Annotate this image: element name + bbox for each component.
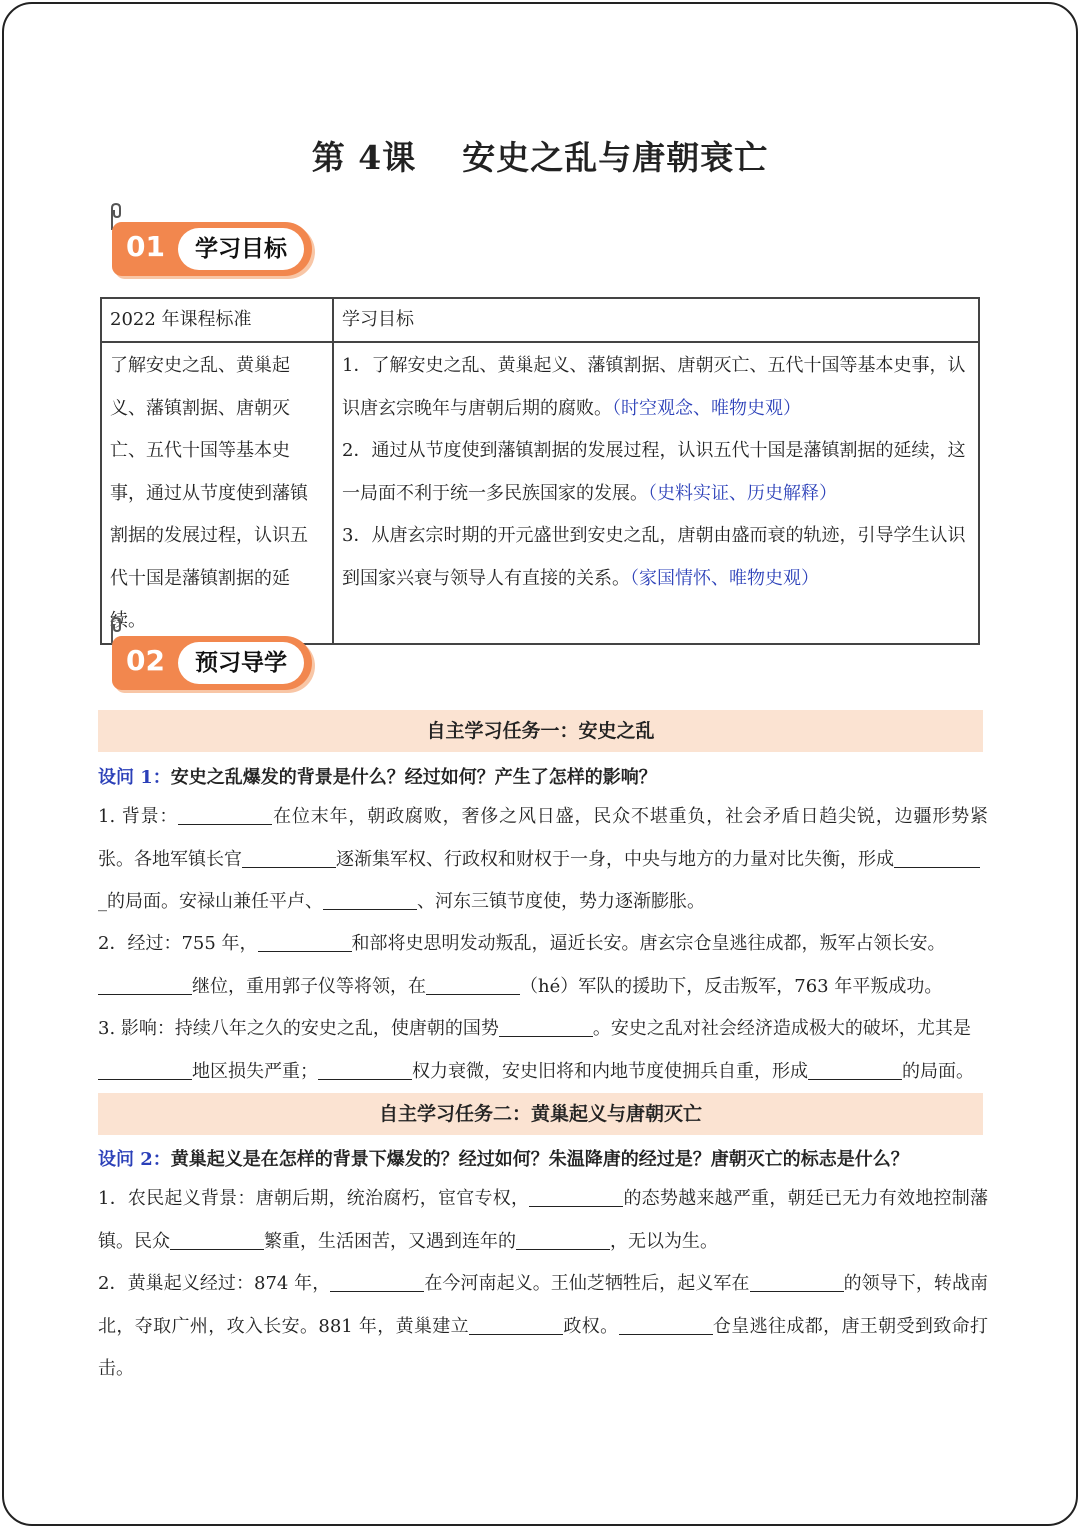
header-standard: 2022 年课程标准 [101,298,333,342]
fill-blank[interactable] [426,974,520,995]
fill-blank[interactable] [894,847,980,868]
fill-blank[interactable] [808,1059,902,1080]
task-1-paragraph-1: 1. 背景： 在位末年，朝政腐败，奢侈之风日盛，民众不堪重负，社会矛盾日趋尖锐，边疆形势紧张。各地军镇长官 逐渐集军权、行政权和财权于一身，中央与地方的力量对比失衡，形成 _的局面。安禄山兼任平卢、 、河东三镇节度使，势力逐渐膨胀。 [98,806,988,912]
fill-blank[interactable] [242,847,336,868]
header-goals: 学习目标 [333,298,979,342]
table-header-row [101,298,979,342]
section-label: 预习导学 [178,642,304,684]
task-2-paragraph-2: 2．黄巢起义经过：874 年， 在今河南起义。王仙芝牺牲后，起义军在 的领导下，转战南北，夺取广州，攻入长安。881 年，黄巢建立 政权。 仓皇逃往成都，唐王朝受到致命打击。 [98,1273,989,1379]
goal-3: 3．从唐玄宗时期的开元盛世到安史之乱，唐朝由盛而衰的轨迹，引导学生认识到国家兴衰与领导人有直接的关系。 [342,525,966,589]
goals-table [100,297,980,645]
goals-text [333,342,979,644]
fill-blank[interactable] [750,1271,844,1292]
goal-1-tag: （时空观念、唯物史观） [612,397,801,419]
lesson-number: 第 4课 [311,138,417,177]
task-1-paragraph-2: 2．经过：755 年， 和部将史思明发动叛乱，逼近长安。唐玄宗仓皇逃往成都，叛军占领长安。 继位，重用郭子仪等将领，在 （hé）军队的援助下，反击叛军，763 年平叛成功。 [98,933,946,997]
section-label: 学习目标 [178,228,304,270]
task-1-bar: 自主学习任务一：安史之乱 [98,710,983,752]
fill-blank[interactable] [469,1314,563,1335]
fill-blank[interactable] [323,889,417,910]
fill-blank[interactable] [98,974,192,995]
goal-2-tag: （史料实证、历史解释） [648,482,837,504]
task-2-paragraph-1: 1．农民起义背景：唐朝后期，统治腐朽，宦官专权， 的态势越来越严重，朝廷已无力有效地控制藩镇。民众 繁重，生活困苦，又遇到连年的 ，无以为生。 [98,1188,988,1252]
fill-blank[interactable] [529,1186,623,1207]
section-number: 02 [126,644,165,677]
fill-blank[interactable] [318,1059,412,1080]
standard-text: 了解安史之乱、黄巢起义、藩镇割据、唐朝灭亡、五代十国等基本史事，通过从节度使到藩镇割据的发展过程，认识五代十国是藩镇割据的延续。 [101,342,333,644]
lesson-name: 安史之乱与唐朝衰亡 [462,138,769,177]
question-1-text: 安史之乱爆发的背景是什么？经过如何？产生了怎样的影响？ [170,767,657,788]
fill-blank[interactable] [499,1016,593,1037]
section-badge-preview [112,632,316,692]
section-badge-goals [112,218,316,278]
question-1 [98,763,657,789]
page-title [0,132,1080,179]
question-2 [98,1145,909,1171]
question-1-lead: 设问 1： [98,767,171,788]
fill-blank[interactable] [258,931,352,952]
section-number: 01 [126,230,165,263]
fill-blank[interactable] [170,1229,264,1250]
question-2-text: 黄巢起义是在怎样的背景下爆发的？经过如何？朱温降唐的经过是？唐朝灭亡的标志是什么？ [170,1149,909,1170]
fill-blank[interactable] [178,804,272,825]
goal-2: 2．通过从节度使到藩镇割据的发展过程，认识五代十国是藩镇割据的延续，这一局面不利于统一多民族国家的发展。 [342,440,966,504]
task-2-bar: 自主学习任务二：黄巢起义与唐朝灭亡 [98,1093,983,1135]
goal-3-tag: （家国情怀、唯物史观） [630,567,819,589]
question-2-lead: 设问 2： [98,1149,171,1170]
task-1-paragraph-3: 3. 影响：持续八年之久的安史之乱，使唐朝的国势 。安史之乱对社会经济造成极大的破坏，尤其是 地区损失严重； 权力衰微，安史旧将和内地节度使拥兵自重，形成 的局面。 [98,1018,974,1082]
fill-blank[interactable] [330,1271,424,1292]
fill-blank[interactable] [619,1314,713,1335]
fill-blank[interactable] [516,1229,610,1250]
fill-blank[interactable] [98,1059,192,1080]
table-row [101,342,979,644]
goal-1: 1．了解安史之乱、黄巢起义、藩镇割据、唐朝灭亡、五代十国等基本史事，认识唐玄宗晚年与唐朝后期的腐败。 [342,355,966,419]
